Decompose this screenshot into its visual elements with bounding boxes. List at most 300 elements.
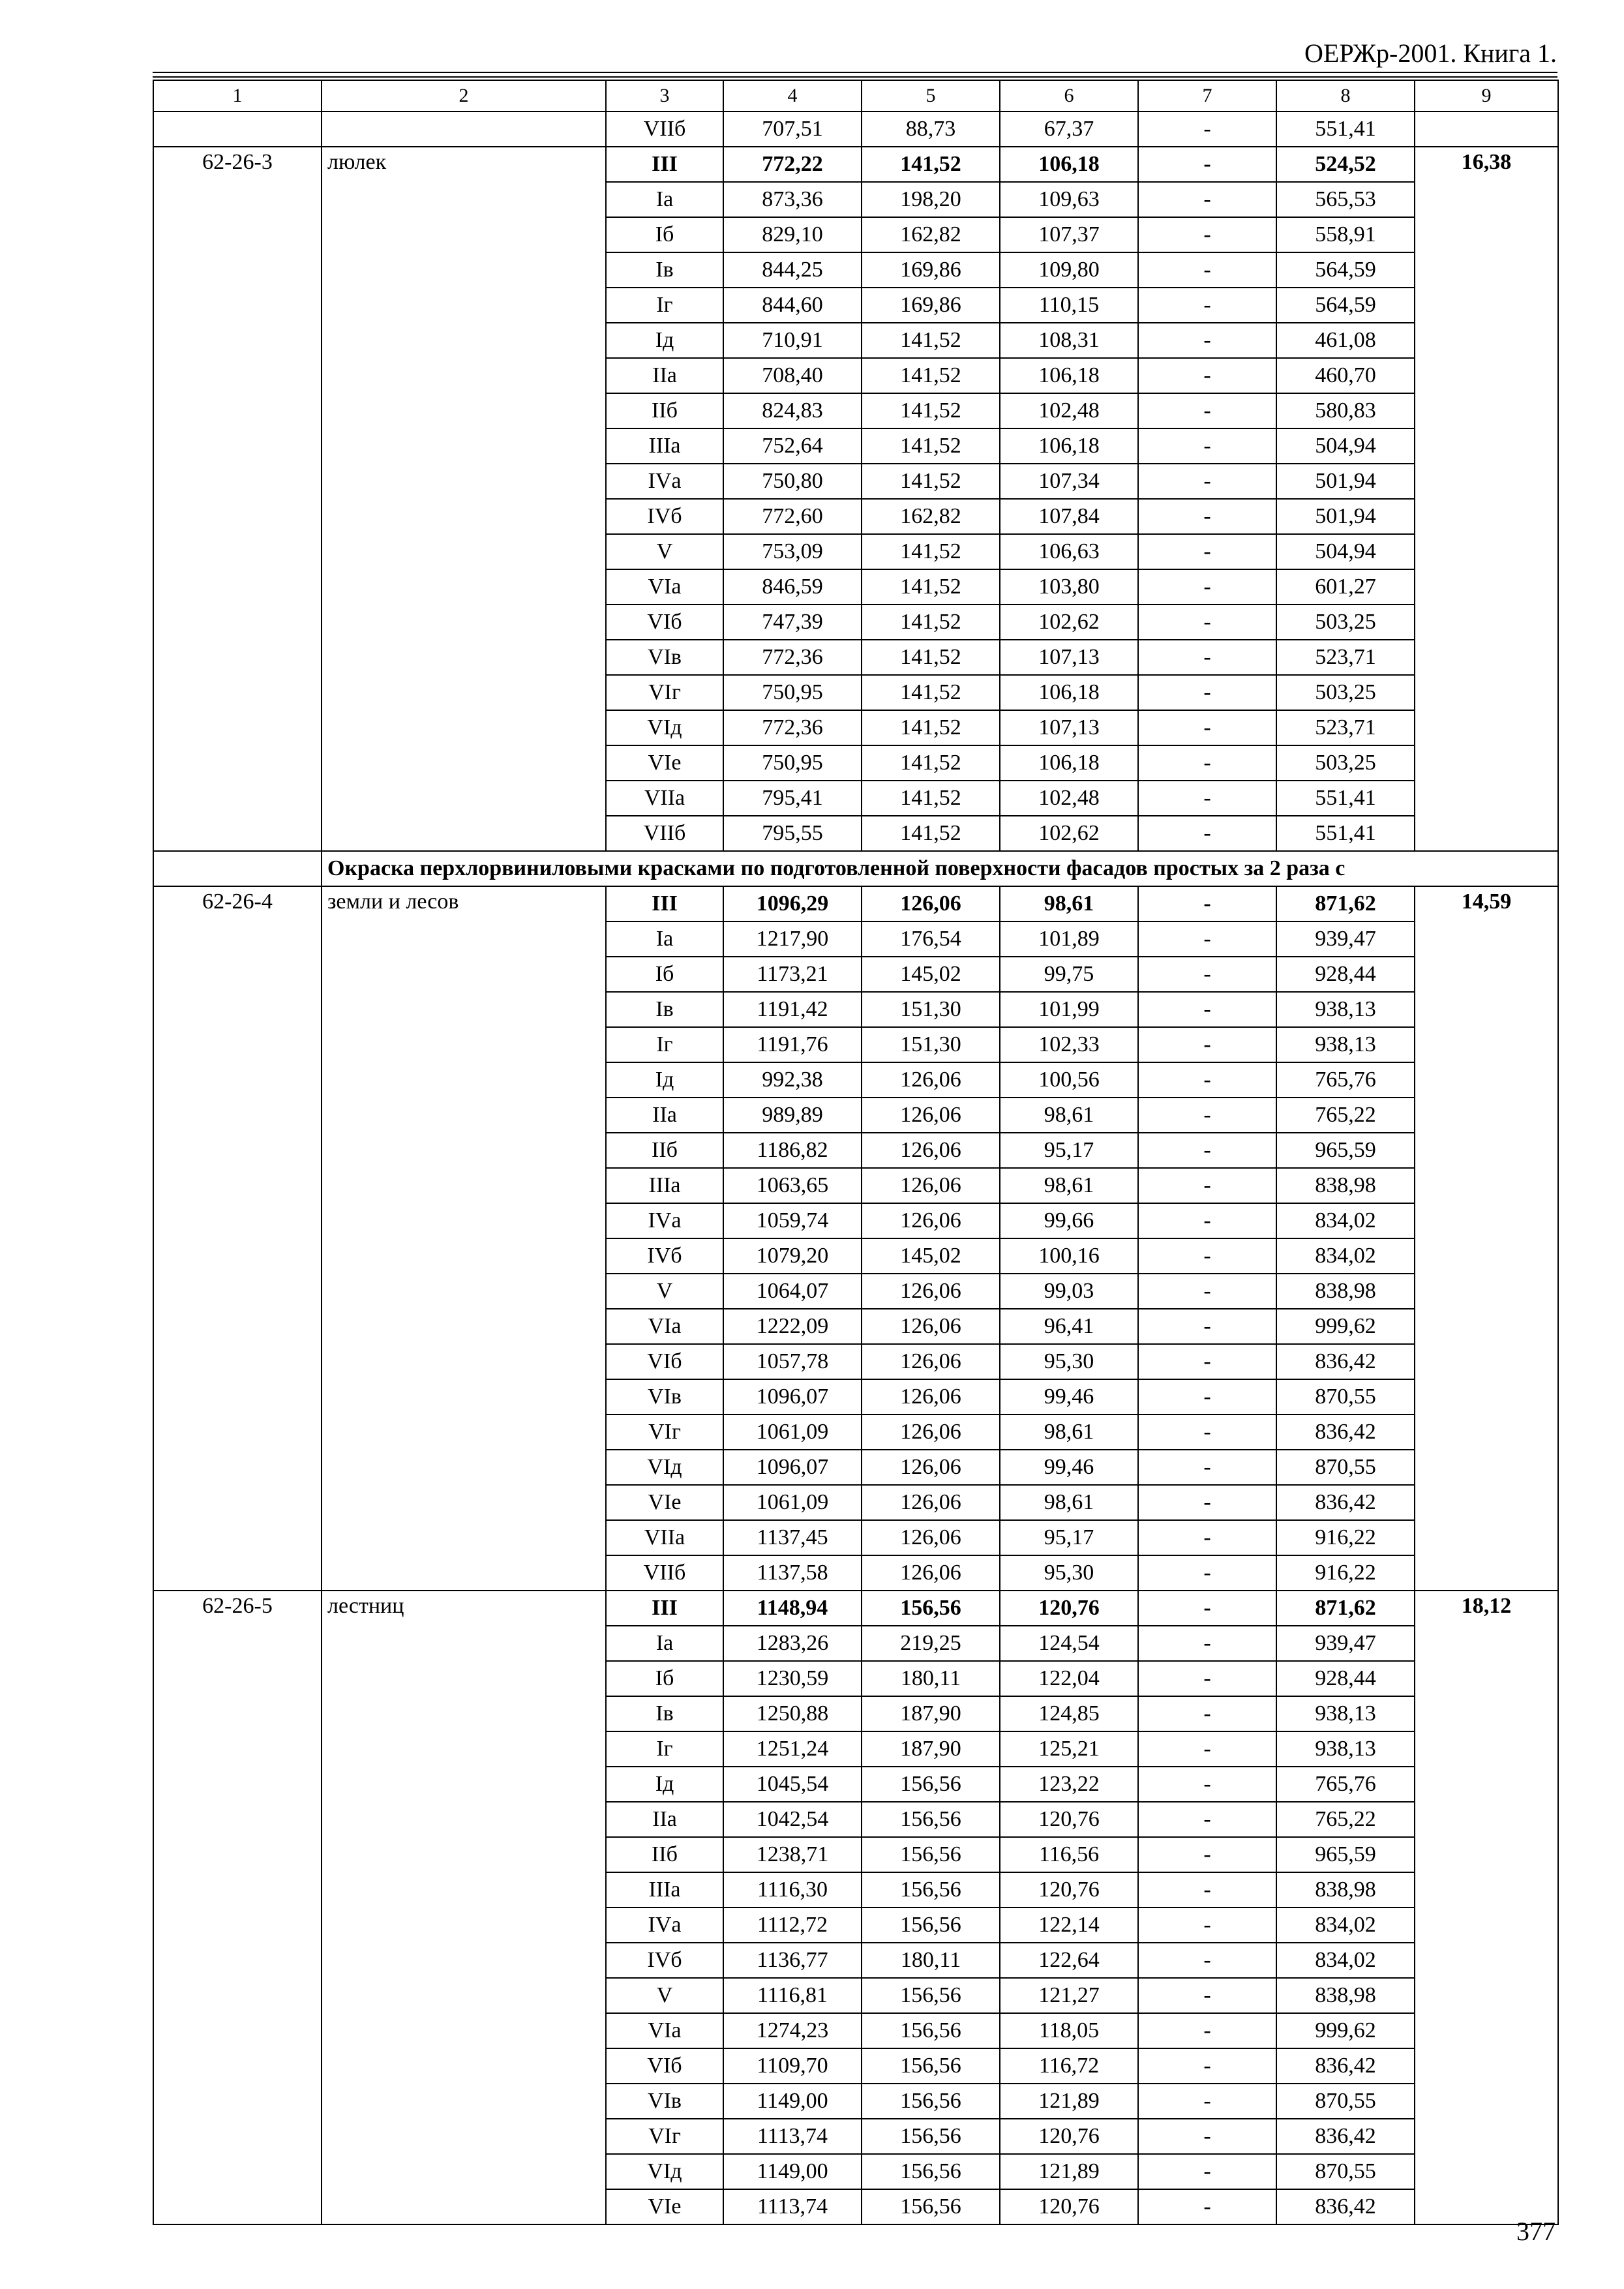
zone-cell: VIб <box>606 605 723 640</box>
material-cost-cell: 551,41 <box>1276 112 1415 147</box>
direct-cost-cell: 1042,54 <box>723 1802 862 1837</box>
section-title: Окраска перхлорвиниловыми красками по подготовленной поверхности фасадов простых за 2 раза с <box>322 851 1558 886</box>
machine-cost-cell: 101,99 <box>1000 992 1138 1027</box>
zone-cell: VIIа <box>606 1520 723 1555</box>
machinist-wage-cell: - <box>1138 569 1276 605</box>
direct-cost-cell: 992,38 <box>723 1062 862 1098</box>
direct-cost-cell: 772,22 <box>723 147 862 182</box>
direct-cost-cell: 829,10 <box>723 217 862 252</box>
wage-cell: 187,90 <box>862 1696 1000 1731</box>
machine-cost-cell: 120,76 <box>1000 2189 1138 2224</box>
zone-cell: Iд <box>606 323 723 358</box>
material-cost-cell: 838,98 <box>1276 1872 1415 1908</box>
direct-cost-cell: 1149,00 <box>723 2084 862 2119</box>
section-title-row <box>153 851 1558 886</box>
zone-cell: IVа <box>606 1908 723 1943</box>
zone-cell: Iб <box>606 217 723 252</box>
direct-cost-cell: 1251,24 <box>723 1731 862 1767</box>
machine-cost-cell: 106,63 <box>1000 534 1138 569</box>
machine-cost-cell: 116,72 <box>1000 2048 1138 2084</box>
document-header-title: ОЕРЖр-2001. Книга 1. <box>1304 38 1557 68</box>
machine-cost-cell: 103,80 <box>1000 569 1138 605</box>
machine-cost-cell: 98,61 <box>1000 1098 1138 1133</box>
machinist-wage-cell: - <box>1138 2013 1276 2048</box>
machinist-wage-cell: - <box>1138 534 1276 569</box>
wage-cell: 141,52 <box>862 710 1000 745</box>
zone-cell: VIIб <box>606 112 723 147</box>
machine-cost-cell: 123,22 <box>1000 1767 1138 1802</box>
machine-cost-cell: 122,04 <box>1000 1661 1138 1696</box>
machine-cost-cell: 107,13 <box>1000 710 1138 745</box>
machinist-wage-cell: - <box>1138 499 1276 534</box>
machine-cost-cell: 124,85 <box>1000 1696 1138 1731</box>
work-name: лестниц <box>322 1591 606 2224</box>
material-cost-cell: 838,98 <box>1276 1168 1415 1203</box>
machinist-wage-cell: - <box>1138 323 1276 358</box>
machinist-wage-cell: - <box>1138 1555 1276 1591</box>
wage-cell: 156,56 <box>862 1872 1000 1908</box>
machinist-wage-cell: - <box>1138 1379 1276 1414</box>
machine-cost-cell: 106,18 <box>1000 745 1138 781</box>
table-row <box>153 886 1558 921</box>
material-cost-cell: 460,70 <box>1276 358 1415 393</box>
zone-cell: Iд <box>606 1062 723 1098</box>
empty-labor-cell <box>1415 112 1558 147</box>
machine-cost-cell: 122,64 <box>1000 1943 1138 1978</box>
machinist-wage-cell: - <box>1138 1767 1276 1802</box>
work-code: 62-26-5 <box>153 1591 322 2224</box>
material-cost-cell: 765,76 <box>1276 1062 1415 1098</box>
material-cost-cell: 601,27 <box>1276 569 1415 605</box>
material-cost-cell: 838,98 <box>1276 1978 1415 2013</box>
labor-cost-cell: 14,59 <box>1415 886 1558 1591</box>
direct-cost-cell: 750,95 <box>723 745 862 781</box>
direct-cost-cell: 708,40 <box>723 358 862 393</box>
direct-cost-cell: 750,80 <box>723 464 862 499</box>
zone-cell: VIд <box>606 2154 723 2189</box>
machinist-wage-cell: - <box>1138 816 1276 851</box>
machine-cost-cell: 100,56 <box>1000 1062 1138 1098</box>
material-cost-cell: 765,22 <box>1276 1098 1415 1133</box>
material-cost-cell: 938,13 <box>1276 992 1415 1027</box>
machinist-wage-cell: - <box>1138 1238 1276 1274</box>
machine-cost-cell: 120,76 <box>1000 2119 1138 2154</box>
direct-cost-cell: 795,41 <box>723 781 862 816</box>
wage-cell: 180,11 <box>862 1661 1000 1696</box>
machinist-wage-cell: - <box>1138 1520 1276 1555</box>
material-cost-cell: 939,47 <box>1276 921 1415 957</box>
zone-cell: VIа <box>606 2013 723 2048</box>
machinist-wage-cell: - <box>1138 2154 1276 2189</box>
wage-cell: 156,56 <box>862 1837 1000 1872</box>
zone-cell: IVб <box>606 499 723 534</box>
zone-cell: IIа <box>606 1098 723 1133</box>
machinist-wage-cell: - <box>1138 1414 1276 1450</box>
machine-cost-cell: 106,18 <box>1000 428 1138 464</box>
machinist-wage-cell: - <box>1138 957 1276 992</box>
wage-cell: 198,20 <box>862 182 1000 217</box>
direct-cost-cell: 772,36 <box>723 710 862 745</box>
direct-cost-cell: 1061,09 <box>723 1485 862 1520</box>
machinist-wage-cell: - <box>1138 2119 1276 2154</box>
direct-cost-cell: 1250,88 <box>723 1696 862 1731</box>
material-cost-cell: 965,59 <box>1276 1133 1415 1168</box>
zone-cell: VIIб <box>606 1555 723 1591</box>
wage-cell: 141,52 <box>862 534 1000 569</box>
machinist-wage-cell: - <box>1138 640 1276 675</box>
direct-cost-cell: 1057,78 <box>723 1344 862 1379</box>
direct-cost-cell: 1191,42 <box>723 992 862 1027</box>
wage-cell: 176,54 <box>862 921 1000 957</box>
machinist-wage-cell: - <box>1138 781 1276 816</box>
column-number: 7 <box>1138 80 1276 112</box>
wage-cell: 141,52 <box>862 393 1000 428</box>
material-cost-cell: 939,47 <box>1276 1626 1415 1661</box>
zone-cell: VIб <box>606 1344 723 1379</box>
zone-cell: Iа <box>606 1626 723 1661</box>
zone-cell: III <box>606 886 723 921</box>
material-cost-cell: 503,25 <box>1276 605 1415 640</box>
material-cost-cell: 938,13 <box>1276 1696 1415 1731</box>
machine-cost-cell: 95,30 <box>1000 1344 1138 1379</box>
machinist-wage-cell: - <box>1138 393 1276 428</box>
zone-cell: VIг <box>606 2119 723 2154</box>
machine-cost-cell: 122,14 <box>1000 1908 1138 1943</box>
material-cost-cell: 999,62 <box>1276 1309 1415 1344</box>
wage-cell: 141,52 <box>862 781 1000 816</box>
zone-cell: IIб <box>606 393 723 428</box>
machinist-wage-cell: - <box>1138 1837 1276 1872</box>
material-cost-cell: 871,62 <box>1276 1591 1415 1626</box>
direct-cost-cell: 1113,74 <box>723 2189 862 2224</box>
machine-cost-cell: 106,18 <box>1000 358 1138 393</box>
wage-cell: 151,30 <box>862 1027 1000 1062</box>
direct-cost-cell: 846,59 <box>723 569 862 605</box>
machinist-wage-cell: - <box>1138 1344 1276 1379</box>
machine-cost-cell: 99,75 <box>1000 957 1138 992</box>
column-number: 2 <box>322 80 606 112</box>
zone-cell: Iа <box>606 182 723 217</box>
machine-cost-cell: 118,05 <box>1000 2013 1138 2048</box>
direct-cost-cell: 1116,30 <box>723 1872 862 1908</box>
zone-cell: VIд <box>606 710 723 745</box>
zone-cell: IVа <box>606 1203 723 1238</box>
material-cost-cell: 870,55 <box>1276 1379 1415 1414</box>
zone-cell: VIе <box>606 2189 723 2224</box>
wage-cell: 141,52 <box>862 323 1000 358</box>
material-cost-cell: 501,94 <box>1276 499 1415 534</box>
machinist-wage-cell: - <box>1138 1908 1276 1943</box>
material-cost-cell: 999,62 <box>1276 2013 1415 2048</box>
direct-cost-cell: 1116,81 <box>723 1978 862 2013</box>
zone-cell: VIг <box>606 675 723 710</box>
wage-cell: 141,52 <box>862 428 1000 464</box>
wage-cell: 156,56 <box>862 2013 1000 2048</box>
direct-cost-cell: 772,60 <box>723 499 862 534</box>
material-cost-cell: 836,42 <box>1276 2119 1415 2154</box>
machine-cost-cell: 120,76 <box>1000 1591 1138 1626</box>
machinist-wage-cell: - <box>1138 428 1276 464</box>
material-cost-cell: 965,59 <box>1276 1837 1415 1872</box>
zone-cell: VIа <box>606 569 723 605</box>
zone-cell: VIг <box>606 1414 723 1450</box>
direct-cost-cell: 1063,65 <box>723 1168 862 1203</box>
machine-cost-cell: 106,18 <box>1000 675 1138 710</box>
wage-cell: 126,06 <box>862 1309 1000 1344</box>
machine-cost-cell: 106,18 <box>1000 147 1138 182</box>
direct-cost-cell: 824,83 <box>723 393 862 428</box>
machinist-wage-cell: - <box>1138 1027 1276 1062</box>
wage-cell: 145,02 <box>862 957 1000 992</box>
work-name: люлек <box>322 147 606 851</box>
direct-cost-cell: 1186,82 <box>723 1133 862 1168</box>
machinist-wage-cell: - <box>1138 1098 1276 1133</box>
machinist-wage-cell: - <box>1138 1943 1276 1978</box>
wage-cell: 156,56 <box>862 2084 1000 2119</box>
machine-cost-cell: 107,37 <box>1000 217 1138 252</box>
zone-cell: VIIа <box>606 781 723 816</box>
wage-cell: 156,56 <box>862 2119 1000 2154</box>
material-cost-cell: 461,08 <box>1276 323 1415 358</box>
material-cost-cell: 551,41 <box>1276 781 1415 816</box>
direct-cost-cell: 747,39 <box>723 605 862 640</box>
machine-cost-cell: 102,33 <box>1000 1027 1138 1062</box>
material-cost-cell: 938,13 <box>1276 1027 1415 1062</box>
wage-cell: 141,52 <box>862 569 1000 605</box>
direct-cost-cell: 1149,00 <box>723 2154 862 2189</box>
direct-cost-cell: 1137,58 <box>723 1555 862 1591</box>
machinist-wage-cell: - <box>1138 1450 1276 1485</box>
direct-cost-cell: 1096,07 <box>723 1379 862 1414</box>
wage-cell: 156,56 <box>862 2048 1000 2084</box>
material-cost-cell: 834,02 <box>1276 1238 1415 1274</box>
empty-code-cell <box>153 851 322 886</box>
table-row <box>153 1591 1558 1626</box>
machinist-wage-cell: - <box>1138 1696 1276 1731</box>
machinist-wage-cell: - <box>1138 2048 1276 2084</box>
direct-cost-cell: 1191,76 <box>723 1027 862 1062</box>
wage-cell: 156,56 <box>862 1908 1000 1943</box>
zone-cell: Iв <box>606 252 723 288</box>
machinist-wage-cell: - <box>1138 288 1276 323</box>
wage-cell: 156,56 <box>862 1802 1000 1837</box>
machine-cost-cell: 116,56 <box>1000 1837 1138 1872</box>
zone-cell: IIа <box>606 358 723 393</box>
column-number: 1 <box>153 80 322 112</box>
zone-cell: III <box>606 147 723 182</box>
material-cost-cell: 503,25 <box>1276 675 1415 710</box>
wage-cell: 126,06 <box>862 1555 1000 1591</box>
material-cost-cell: 836,42 <box>1276 2048 1415 2084</box>
material-cost-cell: 580,83 <box>1276 393 1415 428</box>
material-cost-cell: 928,44 <box>1276 1661 1415 1696</box>
machinist-wage-cell: - <box>1138 147 1276 182</box>
machine-cost-cell: 107,84 <box>1000 499 1138 534</box>
machinist-wage-cell: - <box>1138 252 1276 288</box>
column-number: 5 <box>862 80 1000 112</box>
material-cost-cell: 916,22 <box>1276 1555 1415 1591</box>
machinist-wage-cell: - <box>1138 605 1276 640</box>
zone-cell: IIIа <box>606 428 723 464</box>
column-number: 3 <box>606 80 723 112</box>
machine-cost-cell: 98,61 <box>1000 1485 1138 1520</box>
wage-cell: 141,52 <box>862 640 1000 675</box>
wage-cell: 141,52 <box>862 147 1000 182</box>
machinist-wage-cell: - <box>1138 182 1276 217</box>
header-rule-bottom <box>153 76 1557 78</box>
direct-cost-cell: 844,60 <box>723 288 862 323</box>
machinist-wage-cell: - <box>1138 1978 1276 2013</box>
zone-cell: VIв <box>606 2084 723 2119</box>
machine-cost-cell: 107,34 <box>1000 464 1138 499</box>
wage-cell: 126,06 <box>862 1203 1000 1238</box>
machine-cost-cell: 102,62 <box>1000 605 1138 640</box>
machinist-wage-cell: - <box>1138 1485 1276 1520</box>
machine-cost-cell: 124,54 <box>1000 1626 1138 1661</box>
material-cost-cell: 503,25 <box>1276 745 1415 781</box>
machine-cost-cell: 99,03 <box>1000 1274 1138 1309</box>
direct-cost-cell: 1079,20 <box>723 1238 862 1274</box>
machinist-wage-cell: - <box>1138 1168 1276 1203</box>
material-cost-cell: 916,22 <box>1276 1520 1415 1555</box>
direct-cost-cell: 750,95 <box>723 675 862 710</box>
direct-cost-cell: 1113,74 <box>723 2119 862 2154</box>
machine-cost-cell: 95,30 <box>1000 1555 1138 1591</box>
zone-cell: VIб <box>606 2048 723 2084</box>
machinist-wage-cell: - <box>1138 745 1276 781</box>
direct-cost-cell: 1222,09 <box>723 1309 862 1344</box>
machine-cost-cell: 110,15 <box>1000 288 1138 323</box>
machinist-wage-cell: - <box>1138 358 1276 393</box>
zone-cell: Iг <box>606 1731 723 1767</box>
direct-cost-cell: 1148,94 <box>723 1591 862 1626</box>
material-cost-cell: 501,94 <box>1276 464 1415 499</box>
machinist-wage-cell: - <box>1138 1203 1276 1238</box>
material-cost-cell: 836,42 <box>1276 2189 1415 2224</box>
machine-cost-cell: 101,89 <box>1000 921 1138 957</box>
direct-cost-cell: 1217,90 <box>723 921 862 957</box>
carryover-row <box>153 112 1558 147</box>
header-rule-top <box>153 72 1557 73</box>
direct-cost-cell: 707,51 <box>723 112 862 147</box>
zone-cell: Iг <box>606 1027 723 1062</box>
wage-cell: 126,06 <box>862 1062 1000 1098</box>
wage-cell: 151,30 <box>862 992 1000 1027</box>
wage-cell: 156,56 <box>862 2154 1000 2189</box>
direct-cost-cell: 1096,07 <box>723 1450 862 1485</box>
direct-cost-cell: 1064,07 <box>723 1274 862 1309</box>
wage-cell: 126,06 <box>862 1344 1000 1379</box>
wage-cell: 180,11 <box>862 1943 1000 1978</box>
direct-cost-cell: 1137,45 <box>723 1520 862 1555</box>
direct-cost-cell: 795,55 <box>723 816 862 851</box>
table-row <box>153 147 1558 182</box>
zone-cell: Iв <box>606 992 723 1027</box>
material-cost-cell: 870,55 <box>1276 1450 1415 1485</box>
material-cost-cell: 564,59 <box>1276 252 1415 288</box>
material-cost-cell: 938,13 <box>1276 1731 1415 1767</box>
machine-cost-cell: 100,16 <box>1000 1238 1138 1274</box>
machinist-wage-cell: - <box>1138 1062 1276 1098</box>
wage-cell: 126,06 <box>862 1414 1000 1450</box>
machinist-wage-cell: - <box>1138 464 1276 499</box>
direct-cost-cell: 1136,77 <box>723 1943 862 1978</box>
wage-cell: 141,52 <box>862 605 1000 640</box>
labor-cost-cell: 16,38 <box>1415 147 1558 851</box>
machinist-wage-cell: - <box>1138 1731 1276 1767</box>
wage-cell: 126,06 <box>862 886 1000 921</box>
wage-cell: 156,56 <box>862 1767 1000 1802</box>
wage-cell: 156,56 <box>862 2189 1000 2224</box>
wage-cell: 126,06 <box>862 1520 1000 1555</box>
wage-cell: 126,06 <box>862 1450 1000 1485</box>
zone-cell: Iг <box>606 288 723 323</box>
wage-cell: 141,52 <box>862 464 1000 499</box>
wage-cell: 156,56 <box>862 1978 1000 2013</box>
machinist-wage-cell: - <box>1138 1591 1276 1626</box>
wage-cell: 141,52 <box>862 675 1000 710</box>
direct-cost-cell: 710,91 <box>723 323 862 358</box>
empty-name-cell <box>322 112 606 147</box>
machine-cost-cell: 121,27 <box>1000 1978 1138 2013</box>
zone-cell: IIIа <box>606 1168 723 1203</box>
column-number: 8 <box>1276 80 1415 112</box>
zone-cell: VIа <box>606 1309 723 1344</box>
machinist-wage-cell: - <box>1138 710 1276 745</box>
machine-cost-cell: 96,41 <box>1000 1309 1138 1344</box>
material-cost-cell: 870,55 <box>1276 2154 1415 2189</box>
page-number: 377 <box>1516 2217 1556 2246</box>
zone-cell: Iб <box>606 1661 723 1696</box>
material-cost-cell: 565,53 <box>1276 182 1415 217</box>
machine-cost-cell: 99,46 <box>1000 1450 1138 1485</box>
material-cost-cell: 870,55 <box>1276 2084 1415 2119</box>
direct-cost-cell: 1283,26 <box>723 1626 862 1661</box>
machine-cost-cell: 102,48 <box>1000 393 1138 428</box>
column-number: 4 <box>723 80 862 112</box>
zone-cell: V <box>606 534 723 569</box>
machine-cost-cell: 125,21 <box>1000 1731 1138 1767</box>
machinist-wage-cell: - <box>1138 1872 1276 1908</box>
wage-cell: 126,06 <box>862 1168 1000 1203</box>
work-code: 62-26-4 <box>153 886 322 1591</box>
zone-cell: IIа <box>606 1802 723 1837</box>
machine-cost-cell: 98,61 <box>1000 1414 1138 1450</box>
machinist-wage-cell: - <box>1138 675 1276 710</box>
machine-cost-cell: 98,61 <box>1000 1168 1138 1203</box>
zone-cell: VIд <box>606 1450 723 1485</box>
material-cost-cell: 523,71 <box>1276 710 1415 745</box>
material-cost-cell: 564,59 <box>1276 288 1415 323</box>
machine-cost-cell: 102,62 <box>1000 816 1138 851</box>
wage-cell: 126,06 <box>862 1098 1000 1133</box>
material-cost-cell: 836,42 <box>1276 1414 1415 1450</box>
machine-cost-cell: 99,46 <box>1000 1379 1138 1414</box>
zone-cell: VIIб <box>606 816 723 851</box>
direct-cost-cell: 1274,23 <box>723 2013 862 2048</box>
zone-cell: Iв <box>606 1696 723 1731</box>
zone-cell: Iб <box>606 957 723 992</box>
column-number-row <box>153 80 1558 112</box>
material-cost-cell: 928,44 <box>1276 957 1415 992</box>
direct-cost-cell: 1096,29 <box>723 886 862 921</box>
zone-cell: IIб <box>606 1133 723 1168</box>
machine-cost-cell: 109,63 <box>1000 182 1138 217</box>
machine-cost-cell: 120,76 <box>1000 1872 1138 1908</box>
direct-cost-cell: 1238,71 <box>723 1837 862 1872</box>
machine-cost-cell: 95,17 <box>1000 1520 1138 1555</box>
labor-cost-cell: 18,12 <box>1415 1591 1558 2224</box>
